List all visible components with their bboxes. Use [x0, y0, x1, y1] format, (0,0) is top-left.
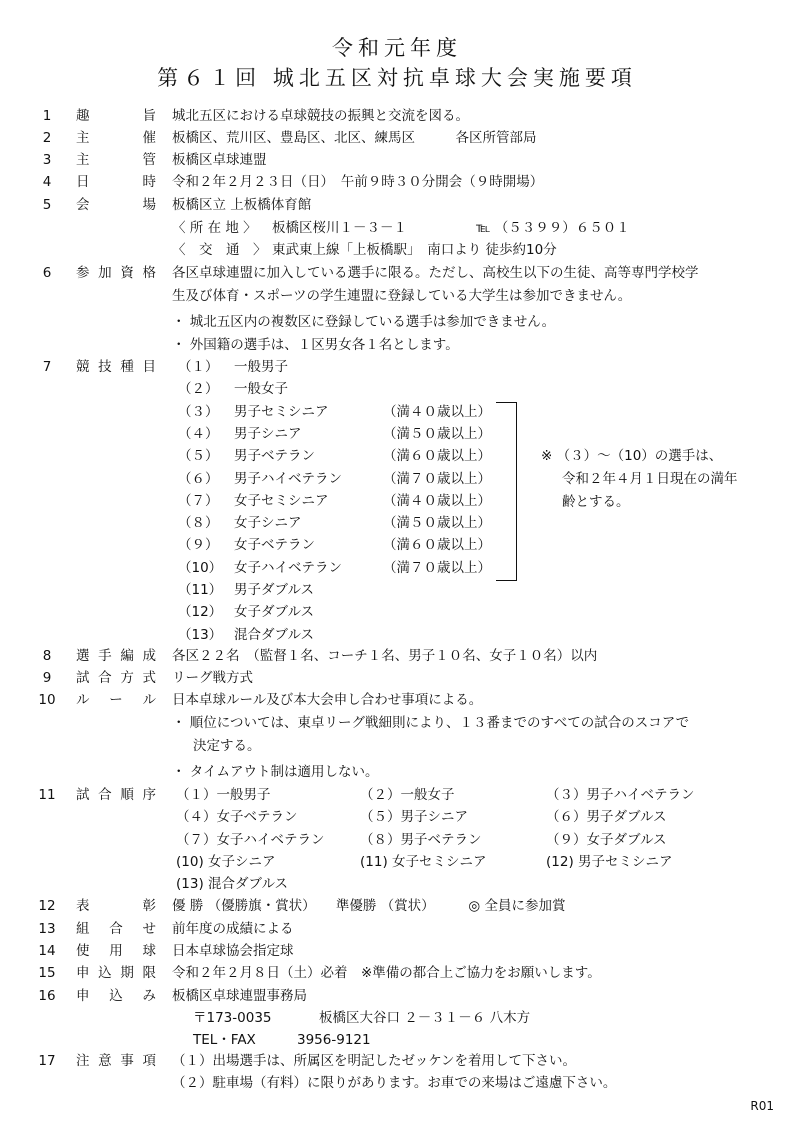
order-item: （８）男子ベテラン — [360, 831, 482, 848]
section-row — [0, 149, 794, 171]
section-label — [76, 356, 156, 378]
event-age: （満６０歳以上） — [383, 537, 491, 554]
rule-line: ・ タイムアウト制は適用しない。 — [172, 764, 379, 780]
section-row — [0, 105, 794, 127]
section-label-char: 種 — [120, 359, 134, 375]
section-number: 1 — [42, 108, 52, 124]
section-label — [76, 689, 156, 711]
section-label-char: ル — [142, 692, 156, 708]
rule-line: ・ 順位については、東卓リーグ戦細則により、１３番までのすべての試合のスコアで — [172, 715, 690, 731]
section-label-char: 期 — [120, 965, 134, 981]
events-bracket — [496, 402, 517, 581]
section-number: 7 — [42, 359, 52, 375]
section-label-char: 順 — [120, 787, 134, 803]
events-note: 齢とする。 — [562, 494, 630, 510]
event-name: 男子ベテラン — [234, 448, 315, 465]
section-label-char: 申 — [76, 988, 90, 1004]
section-label-char: 会 — [76, 197, 90, 213]
contact-tel: 3956-9121 — [297, 1032, 371, 1048]
section-number: 4 — [42, 174, 52, 190]
section-number: 13 — [38, 921, 56, 937]
section-label-char: 競 — [76, 359, 90, 375]
section-text: 城北五区における卓球競技の振興と交流を図る。 — [172, 108, 469, 124]
section-number: 2 — [42, 130, 52, 146]
event-age: （満７０歳以上） — [383, 559, 491, 576]
section-label-char: 手 — [98, 648, 112, 664]
event-name: 男子シニア — [234, 425, 302, 442]
section-row — [0, 262, 794, 284]
eligibility-line: 生及び体育・スポーツの学生連盟に登録している大学生は参加できません。 — [172, 288, 632, 304]
section-text: 前年度の成績による — [172, 921, 294, 937]
section-label-char: 使 — [76, 943, 90, 959]
section-text: 板橋区卓球連盟 — [172, 152, 267, 168]
event-number: （５） — [178, 448, 219, 465]
section-text: 板橋区立 上板橋体育館 — [172, 197, 312, 213]
event-age: （満７０歳以上） — [383, 470, 491, 487]
section-label-char: 合 — [109, 921, 123, 937]
section-label-char: ー — [109, 692, 123, 708]
section-row — [0, 194, 794, 216]
venue-address-label: 〈 所 在 地 〉 — [172, 220, 257, 236]
section-label-char: 加 — [98, 265, 112, 281]
order-item: (13) 混合ダブルス — [176, 876, 289, 893]
section-number: 3 — [42, 152, 52, 168]
order-item: （４）女子ベテラン — [176, 809, 298, 826]
section-label-char: 込 — [98, 965, 112, 981]
section-label-char: 主 — [76, 130, 90, 146]
section-label-char: 場 — [142, 197, 156, 213]
section-label-char: 技 — [98, 359, 112, 375]
event-number: （２） — [178, 381, 219, 398]
order-item: (10) 女子シニア — [176, 853, 276, 870]
section-text: （１）出場選手は、所属区を明記したゼッケンを着用して下さい。 — [172, 1053, 577, 1069]
section-label-char: 注 — [76, 1053, 90, 1069]
eligibility-line: ・ 外国籍の選手は、１区男女各１名とします。 — [172, 337, 459, 353]
section-text: 板橋区卓球連盟事務局 — [172, 988, 307, 1004]
venue-address: 板橋区桜川１－３－１ — [272, 220, 407, 236]
section-label-char: 序 — [142, 787, 156, 803]
section-label-char: 事 — [120, 1053, 134, 1069]
event-age: （満５０歳以上） — [383, 425, 491, 442]
section-label-char: 球 — [142, 943, 156, 959]
section-label-char: 限 — [142, 965, 156, 981]
section-label-char: 合 — [98, 670, 112, 686]
contact-postal: 〒173-0035 — [193, 1010, 272, 1026]
event-age: （満５０歳以上） — [383, 515, 491, 532]
section-label-char: 彰 — [142, 898, 156, 914]
event-number: （３） — [178, 403, 219, 420]
event-name: 一般男子 — [234, 359, 288, 375]
section-label-char: 趣 — [76, 108, 90, 124]
event-number: （７） — [178, 492, 219, 509]
section-text: 優 勝 （優勝旗・賞状） 準優勝 （賞状） ◎ 全員に参加賞 — [172, 898, 566, 914]
event-name: 男子セミシニア — [234, 403, 329, 420]
section-label — [76, 127, 156, 149]
section-label-char: 表 — [76, 898, 90, 914]
footer-code: R01 — [750, 1099, 774, 1113]
section-text: 令和２年２月８日（土）必着 ※準備の都合上ご協力をお願いします。 — [172, 965, 601, 981]
contact-address: 板橋区大谷口 ２－３１－６ 八木方 — [319, 1010, 531, 1026]
section-label — [76, 149, 156, 171]
section-label — [76, 1050, 156, 1072]
event-number: （９） — [178, 537, 219, 554]
section-label-char: 旨 — [142, 108, 156, 124]
section-number: 11 — [38, 787, 56, 803]
event-name: 女子ベテラン — [234, 537, 315, 554]
event-name: 女子ハイベテラン — [234, 559, 342, 576]
rule-line: 決定する。 — [193, 738, 261, 754]
section-row — [0, 1050, 794, 1072]
section-label-char: 用 — [109, 943, 123, 959]
order-item: （９）女子ダブルス — [546, 831, 667, 848]
venue-tel: ℡ （５３９９）６５０１ — [476, 220, 630, 236]
section-label — [76, 784, 156, 806]
contact-tel-label: TEL・FAX — [193, 1032, 256, 1048]
section-number: 9 — [42, 670, 52, 686]
note-line: （２）駐車場（有料）に限りがあります。お車での来場はご遠慮下さい。 — [172, 1075, 617, 1091]
section-label-char: 込 — [109, 988, 123, 1004]
section-text: 各区２２名 （監督１名、コーチ１名、男子１０名、女子１０名）以内 — [172, 648, 598, 664]
section-label-char: 項 — [142, 1053, 156, 1069]
section-row — [0, 171, 794, 193]
event-number: （13） — [178, 626, 223, 643]
section-text: 板橋区、荒川区、豊島区、北区、練馬区 各区所管部局 — [172, 130, 537, 146]
section-text: 日本卓球ルール及び本大会申し合わせ事項による。 — [172, 692, 483, 708]
section-row — [0, 918, 794, 940]
section-label — [76, 105, 156, 127]
eligibility-line: ・ 城北五区内の複数区に登録している選手は参加できません。 — [172, 314, 556, 330]
section-label-char: 方 — [120, 670, 134, 686]
section-text: 各区卓球連盟に加入している選手に限る。ただし、高校生以下の生徒、高等専門学校学 — [172, 265, 699, 281]
section-label-char: ル — [76, 692, 90, 708]
section-label — [76, 171, 156, 193]
section-number: 12 — [38, 898, 56, 914]
doc-title-line1: 令和元年度 — [332, 36, 462, 60]
section-label-char: 式 — [142, 670, 156, 686]
section-number: 10 — [38, 692, 56, 708]
event-age: （満４０歳以上） — [383, 492, 491, 509]
event-name: 混合ダブルス — [234, 626, 315, 643]
section-label-char: み — [142, 988, 156, 1004]
section-row — [0, 985, 794, 1007]
event-number: （12） — [178, 604, 223, 621]
order-item: (12) 男子セミシニア — [546, 853, 673, 870]
section-number: 17 — [38, 1053, 56, 1069]
event-number: （４） — [178, 425, 219, 442]
section-label-char: 管 — [142, 152, 156, 168]
section-text: 令和２年２月２３日（日） 午前９時３０分開会（９時開場） — [172, 174, 544, 190]
venue-access-label: 〈 交 通 〉 — [172, 242, 267, 258]
section-row — [0, 645, 794, 667]
section-row — [0, 356, 794, 378]
order-item: （２）一般女子 — [360, 787, 455, 803]
section-number: 15 — [38, 965, 56, 981]
event-name: 一般女子 — [234, 381, 288, 398]
event-number: （６） — [178, 470, 219, 487]
section-number: 16 — [38, 988, 56, 1004]
section-row — [0, 667, 794, 689]
section-label-char: 試 — [76, 787, 90, 803]
section-label-char: 参 — [76, 265, 90, 281]
section-row — [0, 127, 794, 149]
section-label — [76, 985, 156, 1007]
events-note: ※ （３）～（10）の選手は、 — [541, 448, 723, 464]
section-label-char: 目 — [142, 359, 156, 375]
section-label — [76, 962, 156, 984]
event-name: 女子ダブルス — [234, 604, 315, 621]
section-label-char: 成 — [142, 648, 156, 664]
section-label — [76, 645, 156, 667]
section-label-char: 時 — [142, 174, 156, 190]
doc-title-line2: 第６１回 城北五区対抗卓球大会実施要項 — [157, 66, 637, 90]
section-label-char: 選 — [76, 648, 90, 664]
section-row — [0, 689, 794, 711]
section-number: 5 — [42, 197, 52, 213]
event-name: 男子ダブルス — [234, 582, 315, 598]
section-label-char: 主 — [76, 152, 90, 168]
section-number: 14 — [38, 943, 56, 959]
section-row — [0, 895, 794, 917]
order-item: （１）一般男子 — [176, 787, 271, 803]
event-name: 女子シニア — [234, 515, 302, 532]
section-label-char: 意 — [98, 1053, 112, 1069]
section-text: リーグ戦方式 — [172, 670, 253, 686]
event-number: （11） — [178, 582, 223, 598]
event-number: （１） — [178, 359, 219, 375]
section-text: 日本卓球協会指定球 — [172, 943, 294, 959]
section-label — [76, 262, 156, 284]
section-label — [76, 194, 156, 216]
order-item: (11) 女子セミシニア — [360, 853, 487, 870]
section-label — [76, 918, 156, 940]
section-label-char: 催 — [142, 130, 156, 146]
order-item: （５）男子シニア — [360, 809, 468, 826]
section-row — [0, 962, 794, 984]
section-label-char: 組 — [76, 921, 90, 937]
order-item: （３）男子ハイベテラン — [546, 787, 695, 803]
section-number: 6 — [42, 265, 52, 281]
section-number: 8 — [42, 648, 52, 664]
order-item: （７）女子ハイベテラン — [176, 831, 325, 848]
section-label-char: 編 — [120, 648, 134, 664]
section-label — [76, 940, 156, 962]
section-label-char: 試 — [76, 670, 90, 686]
order-item: （６）男子ダブルス — [546, 809, 667, 826]
event-name: 女子セミシニア — [234, 492, 329, 509]
section-label — [76, 667, 156, 689]
section-row — [0, 940, 794, 962]
event-name: 男子ハイベテラン — [234, 470, 342, 487]
section-label — [76, 895, 156, 917]
event-number: （８） — [178, 515, 219, 532]
venue-access: 東武東上線「上板橋駅」 南口より 徒歩約10分 — [272, 242, 557, 258]
section-label-char: 日 — [76, 174, 90, 190]
section-label-char: 申 — [76, 965, 90, 981]
section-label-char: せ — [142, 921, 156, 937]
event-age: （満６０歳以上） — [383, 448, 491, 465]
section-label-char: 格 — [142, 265, 156, 281]
event-number: （10） — [178, 559, 223, 576]
events-note: 令和２年４月１日現在の満年 — [562, 471, 738, 487]
section-label-char: 資 — [120, 265, 134, 281]
section-label-char: 合 — [98, 787, 112, 803]
event-age: （満４０歳以上） — [383, 403, 491, 420]
